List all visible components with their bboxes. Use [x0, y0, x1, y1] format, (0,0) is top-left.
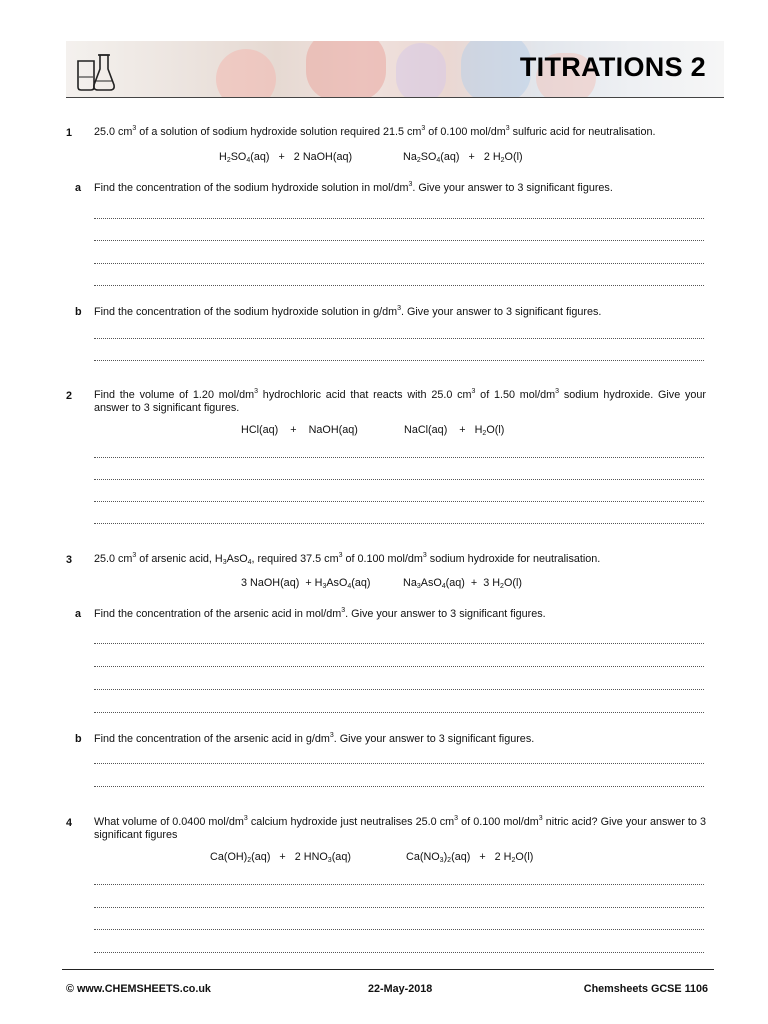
- footer-copyright: © www.CHEMSHEETS.co.uk: [66, 983, 211, 995]
- glassware-logo-icon: [72, 47, 118, 93]
- part-label: b: [75, 733, 82, 745]
- part-text: Find the concentration of the arsenic acid in mol/$dm^3$. Give your answer to 3 significant figures.: [94, 607, 546, 620]
- answer-line[interactable]: [94, 763, 704, 764]
- answer-line[interactable]: [94, 338, 704, 339]
- answer-line[interactable]: [94, 643, 704, 644]
- part-label: a: [75, 608, 82, 620]
- part-text: Find the concentration of the sodium hydroxide solution in mol/$dm^3$. Give your answer to 3 significant figures.: [94, 181, 613, 194]
- page-title: TITRATIONS 2: [519, 52, 706, 82]
- answer-line[interactable]: [94, 501, 704, 502]
- part-text: Find the concentration of the sodium hydroxide solution in $g/dm^3$. Give your answer to 3 significant figures.: [94, 305, 602, 318]
- part-label: a: [75, 182, 82, 194]
- footer-rule: [62, 969, 714, 970]
- answer-line[interactable]: [94, 786, 704, 787]
- question-number: 4: [66, 817, 73, 829]
- answer-line[interactable]: [94, 457, 704, 458]
- equation-products: $Ca(NO_3)_2(aq)$ + 2 $H_2O(l)$: [406, 851, 534, 864]
- header-rule: [66, 97, 724, 98]
- question-number: 2: [66, 390, 73, 402]
- answer-line[interactable]: [94, 479, 704, 480]
- equation-reactants: $Ca(OH)_2(aq)$ + 2 $HNO_3(aq)$: [210, 851, 351, 864]
- question-text: 25.0 $cm^3$ of arsenic acid, $H_3AsO_4$, required 37.5 $cm^3$ of 0.100 mol/$dm^3$ sodium hydroxide for neutralisation.: [94, 552, 601, 566]
- answer-line[interactable]: [94, 523, 704, 524]
- equation-products: $Na_3AsO_4(aq) + 3$ $H_2O(l)$: [403, 577, 522, 590]
- answer-line[interactable]: [94, 285, 704, 286]
- banner-decor: [306, 41, 386, 97]
- banner-decor: [216, 49, 276, 97]
- equation-products: NaCl(aq) + $H_2O(l)$: [404, 424, 505, 437]
- answer-line[interactable]: [94, 360, 704, 361]
- footer-sheet-id: Chemsheets GCSE 1106: [583, 983, 708, 995]
- answer-line[interactable]: [94, 240, 704, 241]
- equation-products: $Na_2SO_4(aq)$ + 2 $H_2O(l)$: [403, 151, 523, 164]
- question-text: What volume of 0.0400 mol/$dm^3$ calcium hydroxide just neutralises 25.0 $cm^3$ of 0.100 mol/$dm^3$ nitric acid? Give your answer to 3 significant figures: [94, 815, 706, 841]
- question-text: Find the volume of 1.20 mol/$dm^3$ hydrochloric acid that reacts with 25.0 $cm^3$ of 1.50 mol/$dm^3$ sodium hydroxide. Give your answer to 3 significant figures.: [94, 388, 706, 414]
- answer-line[interactable]: [94, 666, 704, 667]
- answer-line[interactable]: [94, 929, 704, 930]
- answer-line[interactable]: [94, 712, 704, 713]
- answer-line[interactable]: [94, 218, 704, 219]
- banner-decor: [396, 43, 446, 97]
- answer-line[interactable]: [94, 263, 704, 264]
- part-label: b: [75, 306, 82, 318]
- answer-line[interactable]: [94, 952, 704, 953]
- question-text: 25.0 $cm^3$ of a solution of sodium hydroxide solution required 21.5 $cm^3$ of 0.100 mol/$dm^3$ sulfuric acid for neutralisation.: [94, 125, 656, 138]
- equation-reactants: $H_2SO_4(aq)$ + 2 NaOH(aq): [219, 151, 353, 164]
- answer-line[interactable]: [94, 689, 704, 690]
- equation-reactants: HCl(aq) + NaOH(aq): [241, 424, 358, 436]
- equation-reactants: 3 NaOH(aq) + $H_3AsO_4(aq)$: [241, 577, 371, 590]
- part-text: Find the concentration of the arsenic acid in $g/dm^3$. Give your answer to 3 significant figures.: [94, 732, 535, 745]
- footer-date: 22-May-2018: [368, 983, 433, 995]
- question-number: 3: [66, 554, 73, 566]
- answer-line[interactable]: [94, 907, 704, 908]
- question-number: 1: [66, 127, 73, 139]
- answer-line[interactable]: [94, 884, 704, 885]
